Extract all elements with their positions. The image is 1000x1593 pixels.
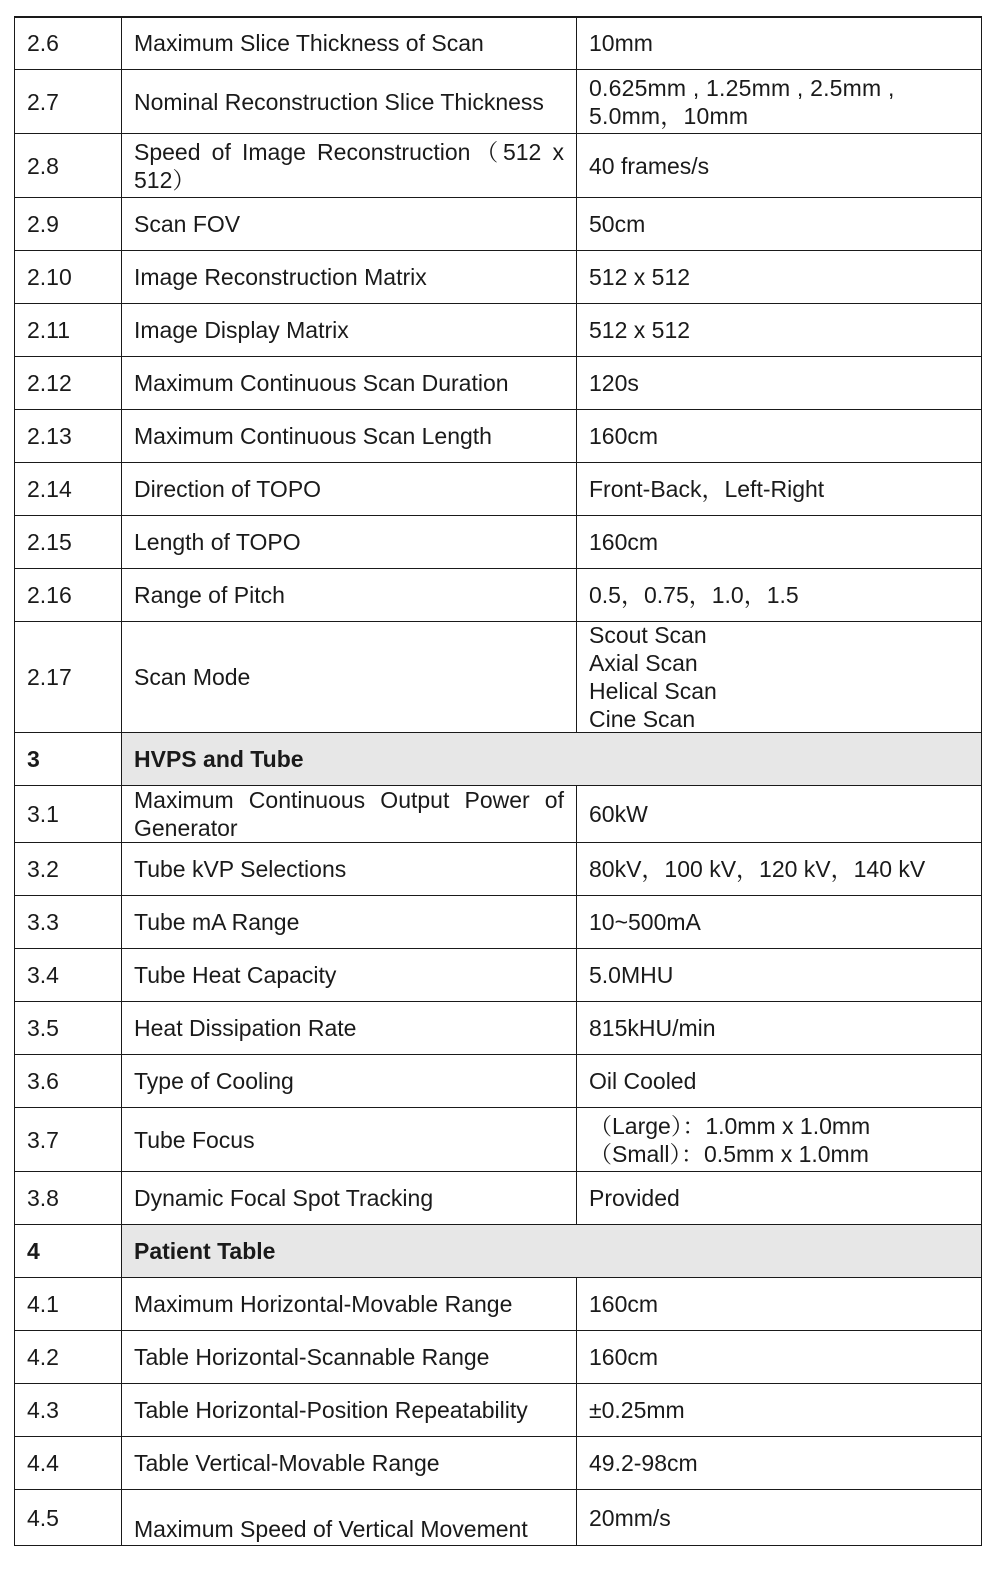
parameter-value: Front-Back，Left-Right xyxy=(576,463,982,515)
table-row xyxy=(14,463,982,516)
table-row xyxy=(14,70,982,134)
parameter-value: 80kV，100 kV，120 kV，140 kV xyxy=(576,843,982,895)
parameter-name: Maximum Continuous Scan Length xyxy=(121,410,576,462)
row-number: 3.4 xyxy=(14,949,121,1001)
row-number: 2.13 xyxy=(14,410,121,462)
parameter-value: 20mm/s xyxy=(576,1490,982,1545)
table-row xyxy=(14,516,982,569)
specification-table xyxy=(14,17,982,1546)
parameter-name: Maximum Horizontal-Movable Range xyxy=(121,1278,576,1330)
row-number: 3.1 xyxy=(14,786,121,842)
parameter-name: Range of Pitch xyxy=(121,569,576,621)
parameter-value: 10~500mA xyxy=(576,896,982,948)
row-number: 2.16 xyxy=(14,569,121,621)
row-number: 3.7 xyxy=(14,1108,121,1171)
parameter-value: 815kHU/min xyxy=(576,1002,982,1054)
parameter-value: 512 x 512 xyxy=(576,304,982,356)
table-row xyxy=(14,843,982,896)
table-row xyxy=(14,1278,982,1331)
table-row xyxy=(14,949,982,1002)
row-number: 4.2 xyxy=(14,1331,121,1383)
row-number: 2.7 xyxy=(14,70,121,133)
parameter-value: 0.5，0.75，1.0，1.5 xyxy=(576,569,982,621)
parameter-value: 120s xyxy=(576,357,982,409)
parameter-name: Speed of Image Reconstruction（512 x 512） xyxy=(121,134,576,197)
row-number: 2.17 xyxy=(14,622,121,732)
parameter-value: ±0.25mm xyxy=(576,1384,982,1436)
parameter-value: Provided xyxy=(576,1172,982,1224)
row-number: 2.12 xyxy=(14,357,121,409)
section-title: HVPS and Tube xyxy=(121,733,982,785)
parameter-name: Scan FOV xyxy=(121,198,576,250)
parameter-value: Scout Scan Axial Scan Helical Scan Cine Scan xyxy=(576,622,982,732)
parameter-value: 60kW xyxy=(576,786,982,842)
table-row xyxy=(14,134,982,198)
table-row xyxy=(14,1108,982,1172)
parameter-name: Tube Heat Capacity xyxy=(121,949,576,1001)
table-row xyxy=(14,357,982,410)
table-row xyxy=(14,1490,982,1546)
parameter-value: 0.625mm , 1.25mm , 2.5mm , 5.0mm，10mm xyxy=(576,70,982,133)
table-row xyxy=(14,1172,982,1225)
table-row xyxy=(14,1002,982,1055)
table-row xyxy=(14,786,982,843)
parameter-name: Direction of TOPO xyxy=(121,463,576,515)
parameter-value: 5.0MHU xyxy=(576,949,982,1001)
row-number: 3.5 xyxy=(14,1002,121,1054)
parameter-name: Maximum Continuous Scan Duration xyxy=(121,357,576,409)
parameter-name: Type of Cooling xyxy=(121,1055,576,1107)
parameter-value: （Large）：1.0mm x 1.0mm （Small）：0.5mm x 1.0mm xyxy=(576,1108,982,1171)
row-number: 2.15 xyxy=(14,516,121,568)
table-row xyxy=(14,1437,982,1490)
row-number: 4.3 xyxy=(14,1384,121,1436)
row-number: 4.1 xyxy=(14,1278,121,1330)
parameter-value: 160cm xyxy=(576,516,982,568)
parameter-name: Nominal Reconstruction Slice Thickness xyxy=(121,70,576,133)
section-number: 4 xyxy=(14,1225,121,1277)
parameter-name: Heat Dissipation Rate xyxy=(121,1002,576,1054)
parameter-name: Tube Focus xyxy=(121,1108,576,1171)
parameter-name: Table Horizontal-Scannable Range xyxy=(121,1331,576,1383)
row-number: 3.3 xyxy=(14,896,121,948)
table-row xyxy=(14,622,982,733)
section-number: 3 xyxy=(14,733,121,785)
table-row xyxy=(14,304,982,357)
row-number: 2.8 xyxy=(14,134,121,197)
parameter-name: Length of TOPO xyxy=(121,516,576,568)
row-number: 4.5 xyxy=(14,1490,121,1545)
table-row xyxy=(14,1384,982,1437)
section-header-row xyxy=(14,1225,982,1278)
section-header-row xyxy=(14,733,982,786)
parameter-name: Image Display Matrix xyxy=(121,304,576,356)
row-number: 3.6 xyxy=(14,1055,121,1107)
parameter-value: 160cm xyxy=(576,1331,982,1383)
table-row xyxy=(14,251,982,304)
parameter-value: Oil Cooled xyxy=(576,1055,982,1107)
parameter-name: Table Horizontal-Position Repeatability xyxy=(121,1384,576,1436)
parameter-name: Maximum Continuous Output Power of Generator xyxy=(121,786,576,842)
row-number: 3.8 xyxy=(14,1172,121,1224)
parameter-name: Scan Mode xyxy=(121,622,576,732)
parameter-name: Tube kVP Selections xyxy=(121,843,576,895)
parameter-value: 50cm xyxy=(576,198,982,250)
parameter-name: Image Reconstruction Matrix xyxy=(121,251,576,303)
row-number: 3.2 xyxy=(14,843,121,895)
parameter-name: Maximum Slice Thickness of Scan xyxy=(121,17,576,69)
table-row xyxy=(14,1055,982,1108)
parameter-value: 10mm xyxy=(576,17,982,69)
parameter-name: Dynamic Focal Spot Tracking xyxy=(121,1172,576,1224)
row-number: 2.9 xyxy=(14,198,121,250)
parameter-name: Maximum Speed of Vertical Movement xyxy=(121,1490,576,1545)
parameter-value: 49.2-98cm xyxy=(576,1437,982,1489)
row-number: 2.14 xyxy=(14,463,121,515)
parameter-value: 512 x 512 xyxy=(576,251,982,303)
row-number: 2.11 xyxy=(14,304,121,356)
row-number: 4.4 xyxy=(14,1437,121,1489)
row-number: 2.10 xyxy=(14,251,121,303)
table-row xyxy=(14,1331,982,1384)
parameter-name: Table Vertical-Movable Range xyxy=(121,1437,576,1489)
parameter-name: Tube mA Range xyxy=(121,896,576,948)
parameter-value: 40 frames/s xyxy=(576,134,982,197)
table-row xyxy=(14,896,982,949)
row-number: 2.6 xyxy=(14,17,121,69)
table-row xyxy=(14,410,982,463)
table-row xyxy=(14,198,982,251)
table-row xyxy=(14,569,982,622)
parameter-value: 160cm xyxy=(576,410,982,462)
table-row xyxy=(14,17,982,70)
parameter-value: 160cm xyxy=(576,1278,982,1330)
section-title: Patient Table xyxy=(121,1225,982,1277)
